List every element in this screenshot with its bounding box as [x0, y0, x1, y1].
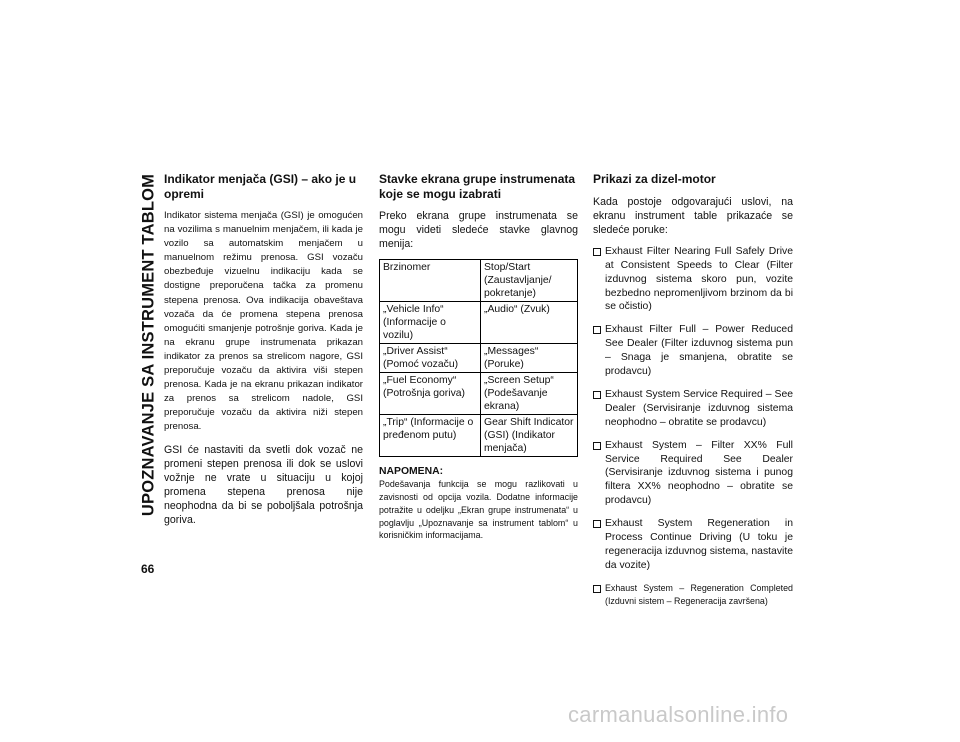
diesel-message-list [593, 245, 793, 608]
table-row [380, 344, 578, 373]
table-row [380, 302, 578, 344]
checkbox-square-icon [593, 585, 601, 593]
table-cell: „Fuel Economy“ (Potrošnja goriva) [380, 373, 481, 415]
side-chapter-title-text: UPOZNAVANJE SA INSTRUMENT TABLOM [139, 173, 158, 517]
table-row [380, 373, 578, 415]
side-chapter-title [137, 170, 161, 520]
diesel-heading: Prikazi za dizel-motor [593, 172, 716, 186]
gsi-heading: Indikator menjača (GSI) – ako je u opremi [164, 172, 357, 201]
checkbox-square-icon [593, 520, 601, 528]
gsi-paragraph-1: Indikator sistema menjača (GSI) je omogućen na vozilima s manuelnim menjačem, ili kada je vozilo sa automatskim menjačem u manuelnom režimu prenosa. GSI vozaču obezbeđuje vizuelnu indikaciju kada se dostigne preporučena tačka za promenu stepena prenosa. Ova indikacija obaveštava vozača da će promena stepena prenosa omogućiti smanjenje potrošnje goriva. Kada je na ekranu grupe instrumenata prikazan indikator za prenos sa strelicom nagore, GSI preporučuje vozaču da aktivira viši stepen prenosa. Kada je na ekranu prikazan indikator za prenos sa strelicom nadole, GSI preporučuje vozaču da aktivira niži stepen prenosa. [164, 210, 363, 433]
list-item [593, 323, 793, 379]
table-cell: „Messages“ (Poruke) [481, 344, 578, 373]
column-diesel-displays [593, 172, 793, 616]
note-text: Podešavanja funkcija se mogu razlikovati u zavisnosti od opcija vozila. Dodatne informacije potražite u odeljku „Ekran grupe instrumenata“ u poglavlju „Upoznavanje sa instrument tablom“ u korisničkim informacijama. [379, 479, 578, 541]
watermark: carmanualsonline.info [568, 702, 789, 727]
list-item-text: Exhaust Filter Full – Power Reduced See Dealer (Filter izduvnog sistema pun – Snaga je smanjena, obratite se prodavcu) [605, 324, 793, 378]
list-item-text: Exhaust System – Filter XX% Full Service Required See Dealer (Servisiranje izduvnog sistema i punog filtera XX% neophodno – obratite se prodavcu) [605, 439, 793, 507]
column-gsi [164, 172, 363, 535]
column-selectable-items [379, 172, 578, 542]
page-number: 66 [141, 562, 155, 576]
table-cell: „Vehicle Info“ (Informacije o vozilu) [380, 302, 481, 344]
checkbox-square-icon [593, 248, 601, 256]
list-item [593, 439, 793, 509]
table-cell: Gear Shift Indicator (GSI) (Indikator menjača) [481, 415, 578, 457]
table-row [380, 415, 578, 457]
checkbox-square-icon [593, 442, 601, 450]
list-item [593, 582, 793, 608]
selectable-items-intro: Preko ekrana grupe instrumenata se mogu videti sledeće stavke glavnog menija: [379, 210, 578, 251]
list-item [593, 388, 793, 430]
checkbox-square-icon [593, 391, 601, 399]
table-row [380, 260, 578, 302]
menu-items-table [379, 259, 578, 457]
list-item-text: Exhaust System – Regeneration Completed (Izduvni sistem – Regeneracija završena) [605, 582, 793, 606]
list-item [593, 517, 793, 573]
selectable-items-heading: Stavke ekrana grupe instrumenata koje se mogu izabrati [379, 172, 576, 201]
gsi-paragraph-2: GSI će nastaviti da svetli dok vozač ne promeni stepen prenosa ili dok se uslovi vožnje ne vrate u situaciju u kojoj promena stepena prenosa nije neophodna da bi se poboljšala potrošnja goriva. [164, 443, 363, 526]
table-cell: „Audio“ (Zvuk) [481, 302, 578, 344]
list-item-text: Exhaust System Service Required – See Dealer (Servisiranje izduvnog sistema neophodno – obratite se prodavcu) [605, 388, 793, 428]
table-cell: Stop/Start (Zaustavljanje/ pokretanje) [481, 260, 578, 302]
table-cell: „Trip“ (Informacije o pređenom putu) [380, 415, 481, 457]
table-cell: „Driver Assist“ (Pomoć vozaču) [380, 344, 481, 373]
list-item-text: Exhaust Filter Nearing Full Safely Drive at Consistent Speeds to Clear (Filter izduvnog sistema skoro pun, vozite bezbedno nepromenljivom brzinom da bi se očistio) [605, 245, 793, 313]
checkbox-square-icon [593, 326, 601, 334]
table-cell: Brzinomer [380, 260, 481, 302]
list-item-text: Exhaust System Regeneration in Process Continue Driving (U toku je regeneracija izduvnog sistema, nastavite da vozite) [605, 518, 793, 571]
table-cell: „Screen Setup“ (Podešavanje ekrana) [481, 373, 578, 415]
note-title: NAPOMENA: [379, 466, 444, 478]
list-item [593, 245, 793, 315]
diesel-intro: Kada postoje odgovarajući uslovi, na ekranu instrument table prikazaće se sledeće poruke: [593, 195, 793, 236]
